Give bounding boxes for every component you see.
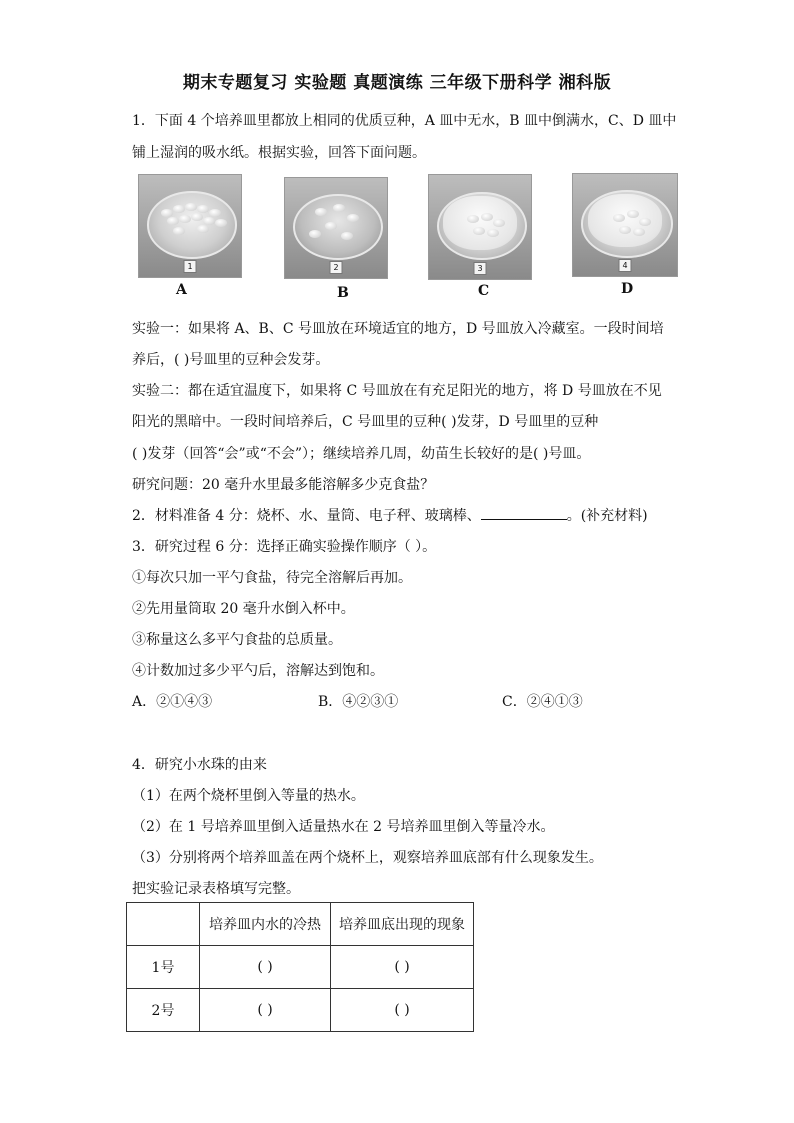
table-header-cell: 培养皿内水的冷热 [200, 903, 331, 946]
q3-step-3: ③称量这么多平勺食盐的总质量。 [132, 632, 342, 648]
q4-step-1: （1）在两个烧杯里倒入等量的热水。 [132, 788, 365, 804]
table-header-cell: 培养皿底出现的现象 [331, 903, 474, 946]
experiment1-line2: 养后，( )号皿里的豆种会发芽。 [132, 352, 330, 368]
dish-number-tag: 1 [184, 260, 197, 273]
photo-label-c: C [478, 283, 490, 299]
petri-dish-photo-b [284, 177, 388, 279]
q3-step-2: ②先用量筒取 20 毫升水倒入杯中。 [132, 601, 355, 617]
table-cell: ( ) [200, 946, 331, 989]
record-table [126, 902, 474, 1032]
q3-step-4: ④计数加过多少平勺后，溶解达到饱和。 [132, 663, 384, 679]
petri-dish-photo-c [428, 174, 532, 280]
q4-instruction: 把实验记录表格填写完整。 [132, 881, 300, 897]
table-cell: ( ) [331, 946, 474, 989]
table-header-cell [127, 903, 200, 946]
experiment2-line3: ( )发芽（回答“会”或“不会”）；继续培养几周，幼苗生长较好的是( )号皿。 [132, 446, 591, 462]
experiment2-line1: 实验二：都在适宜温度下，如果将 C 号皿放在有充足阳光的地方，将 D 号皿放在不见 [132, 383, 662, 399]
photo-label-d: D [621, 281, 634, 297]
dish-number-tag: 2 [330, 261, 343, 274]
answer-blank [481, 507, 567, 520]
q1-text-line1: 1．下面 4 个培养皿里都放上相同的优质豆种，A 皿中无水，B 皿中倒满水，C、D 皿中 [132, 113, 677, 129]
photo-label-a: A [176, 282, 187, 298]
table-cell: ( ) [331, 989, 474, 1032]
research-question: 研究问题：20 毫升水里最多能溶解多少克食盐？ [132, 477, 435, 493]
q2-materials [132, 505, 648, 525]
table-row [127, 989, 474, 1032]
dish-number-tag: 4 [619, 259, 632, 272]
dish-number-tag: 3 [474, 262, 487, 275]
experiment1-line1: 实验一：如果将 A、B、C 号皿放在环境适宜的地方，D 号皿放入冷藏室。一段时间培 [132, 321, 664, 337]
table-cell: 2号 [127, 989, 200, 1032]
q4-title: 4．研究小水珠的由来 [132, 757, 267, 773]
petri-dish-photo-d [572, 173, 678, 277]
page-title: 期末专题复习 实验题 真题演练 三年级下册科学 湘科版 [182, 73, 612, 93]
q2-suffix: 。(补充材料) [566, 508, 648, 524]
q3-option-b: B．④②③① [318, 694, 399, 710]
q3-option-c: C．②④①③ [502, 694, 583, 710]
table-cell: ( ) [200, 989, 331, 1032]
q2-text: 2．材料准备 4 分：烧杯、水、量筒、电子秤、玻璃棒、 [132, 508, 481, 524]
table-row [127, 946, 474, 989]
q4-step-2: （2）在 1 号培养皿里倒入适量热水在 2 号培养皿里倒入等量冷水。 [132, 819, 555, 835]
table-cell: 1号 [127, 946, 200, 989]
q3-option-a: A．②①④③ [132, 694, 213, 710]
q3-text: 3．研究过程 6 分：选择正确实验操作顺序（ ）。 [132, 539, 437, 555]
q1-text-line2: 铺上湿润的吸水纸。根据实验，回答下面问题。 [132, 145, 426, 161]
q3-step-1: ①每次只加一平勺食盐，待完全溶解后再加。 [132, 570, 412, 586]
petri-dish-photo-a [138, 174, 242, 278]
photo-label-b: B [337, 285, 349, 301]
q4-step-3: （3）分别将两个培养皿盖在两个烧杯上，观察培养皿底部有什么现象发生。 [132, 850, 603, 866]
table-header-row [127, 903, 474, 946]
experiment2-line2: 阳光的黑暗中。一段时间培养后，C 号皿里的豆种( )发芽，D 号皿里的豆种 [132, 414, 599, 430]
